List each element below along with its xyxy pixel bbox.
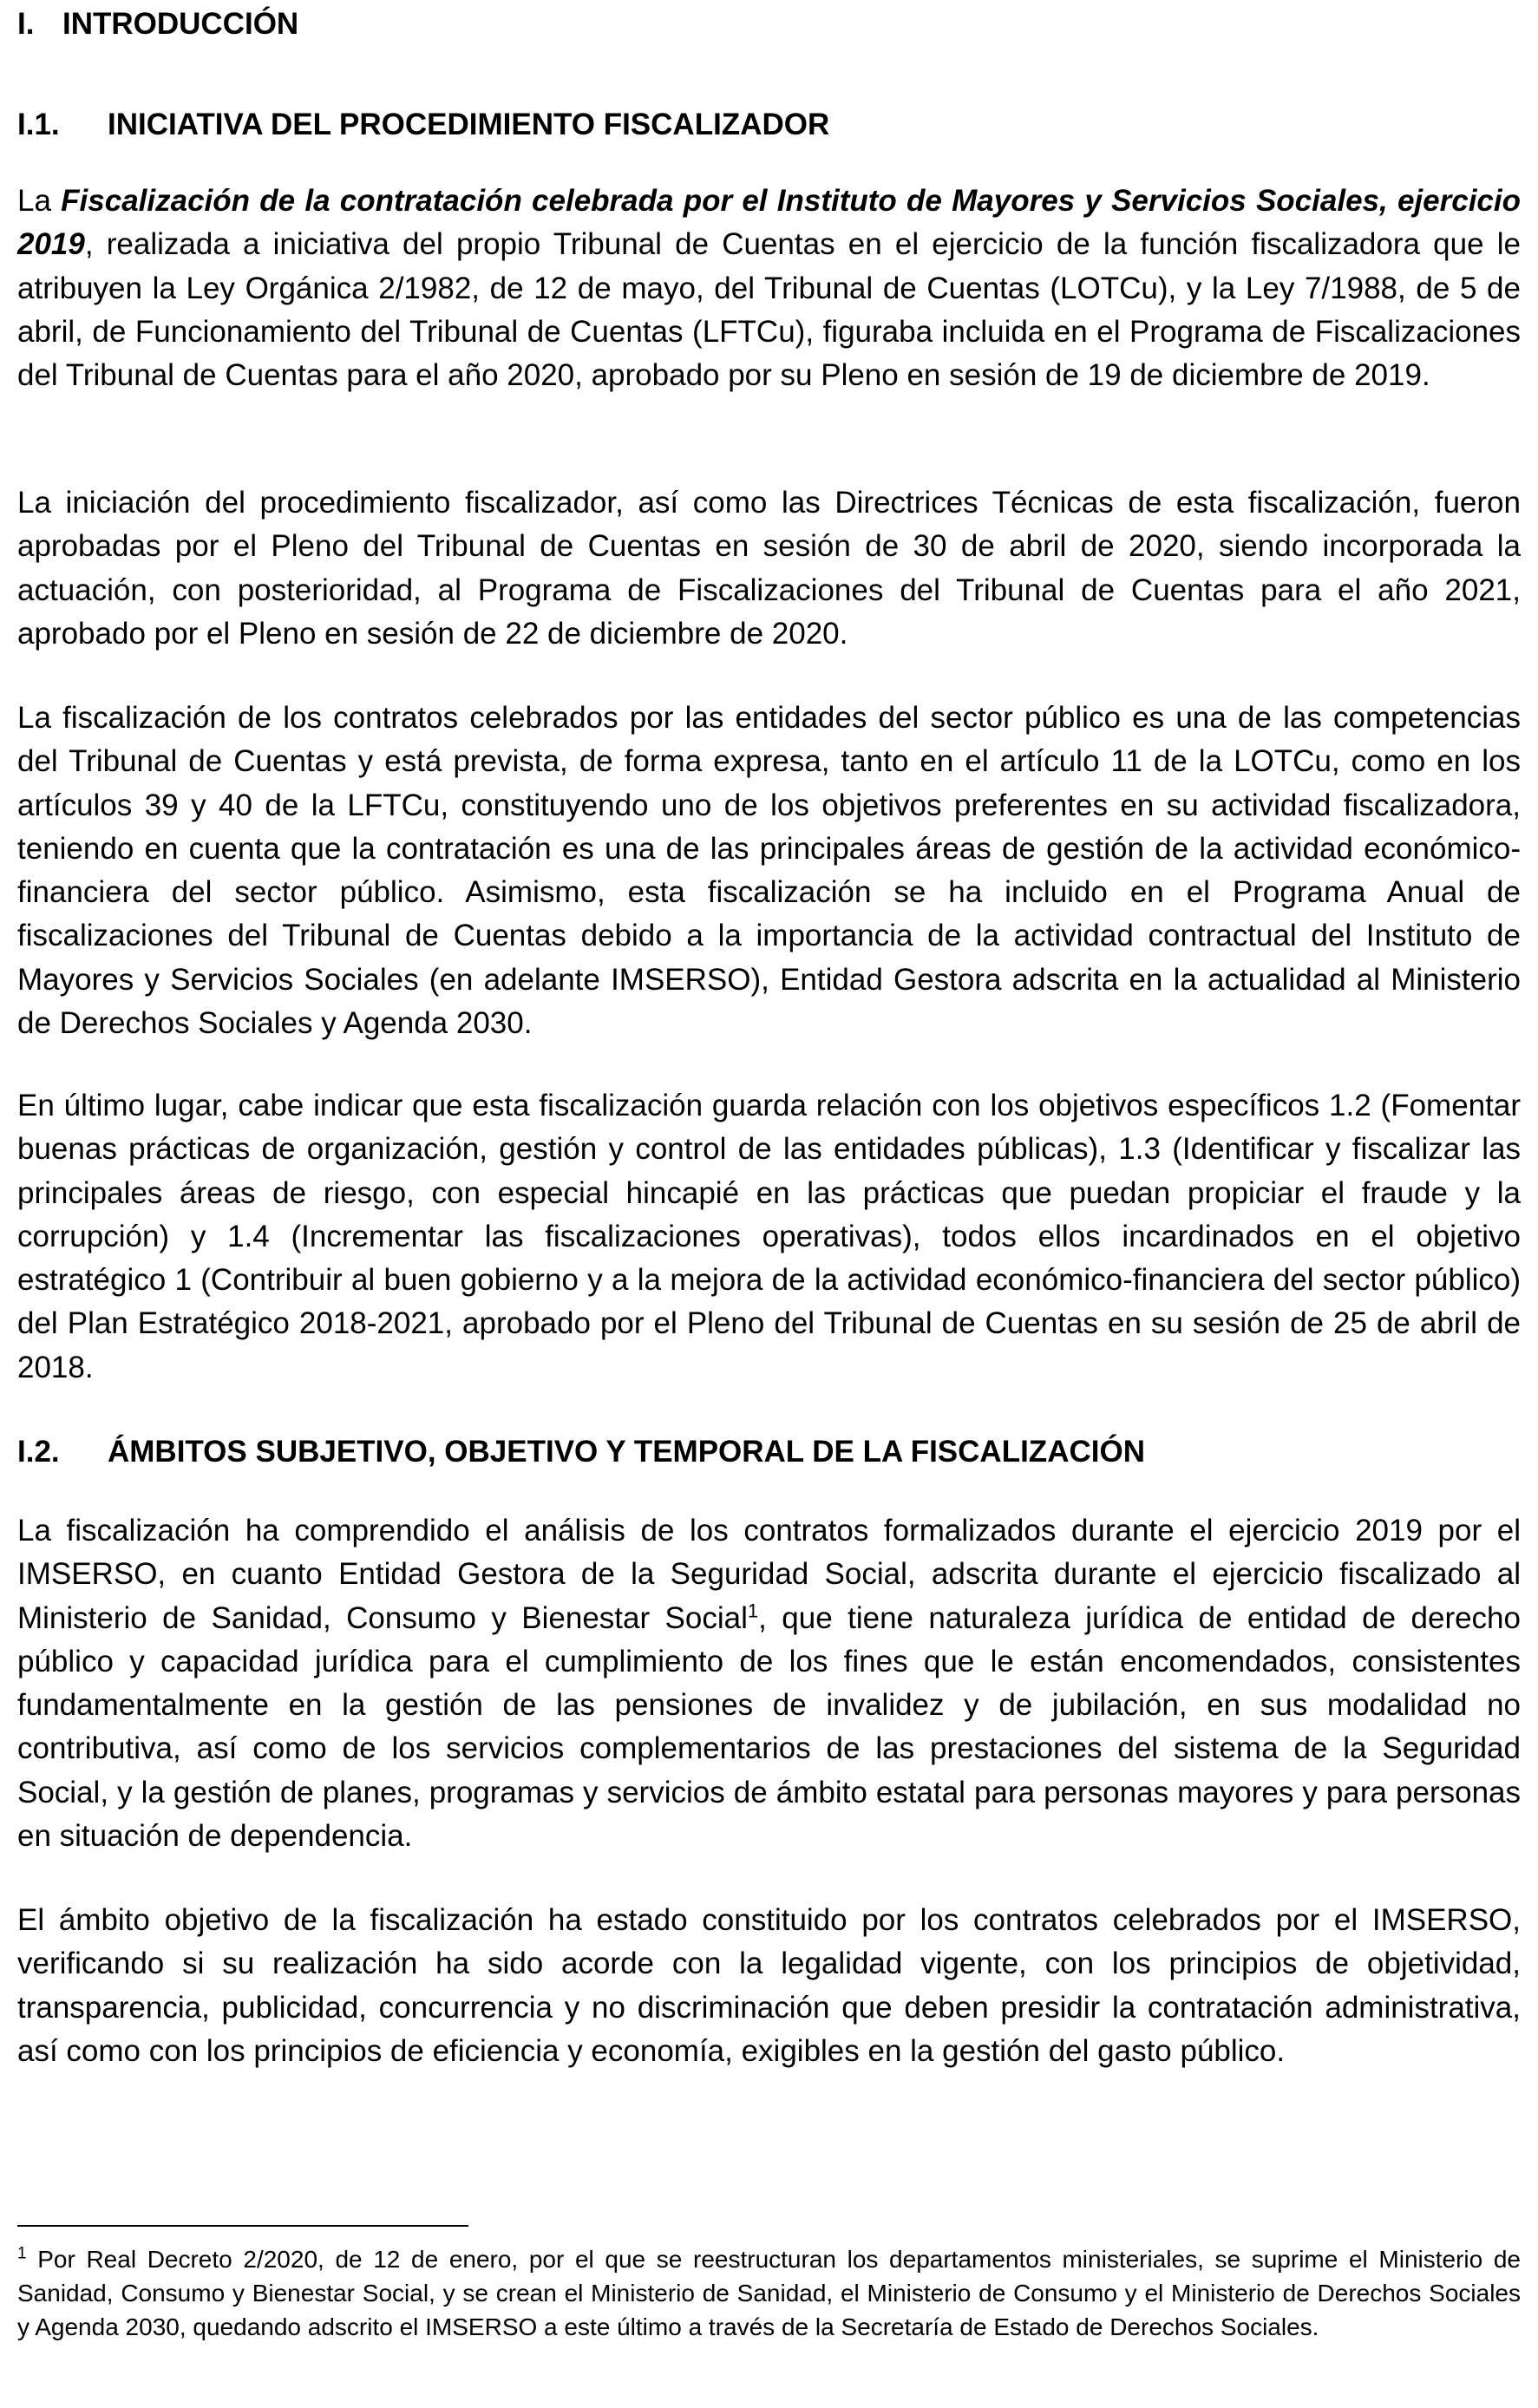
footnote [17,2242,1521,2344]
subsection-2-number: I.2. [17,1435,60,1469]
paragraph-1-start: La [17,184,62,218]
subsection-2-heading [17,1430,1145,1474]
subsection-2-title: ÁMBITOS SUBJETIVO, OBJETIVO Y TEMPORAL DE LA FISCALIZACIÓN [108,1435,1145,1469]
subsection-1-number: I.1. [17,108,60,141]
subsection-1-heading [17,103,829,147]
document-page [17,0,1521,2408]
paragraph-5 [17,1509,1521,1858]
footnote-number: 1 [17,2244,27,2263]
paragraph-2: La iniciación del procedimiento fiscalizador, así como las Directrices Técnicas de esta fiscalización, fueron aprobadas por el Pleno del Tribunal de Cuentas en sesión de 30 de abril de 2020, siendo incorporada la actuación, con posterioridad, al Programa de Fiscalizaciones del Tribunal de Cuentas para el año 2021, aprobado por el Pleno en sesión de 22 de diciembre de 2020. [17,486,1521,651]
subsection-1-title: INICIATIVA DEL PROCEDIMIENTO FISCALIZADOR [108,108,830,141]
footnote-reference[interactable]: 1 [747,1599,759,1621]
section-heading [17,3,298,46]
paragraph-1-rest: , realizada a iniciativa del propio Tribunal de Cuentas en el ejercicio de la función fiscalizadora que le atribuyen la Ley Orgánica 2/1982, de 12 de mayo, del Tribunal de Cuentas (LOTCu), y la Ley 7/1988, de 5 de abril, de Funcionamiento del Tribunal de Cuentas (LFTCu), figuraba incluida en el Programa de Fiscalizaciones del Tribunal de Cuentas para el año 2020, aprobado por su Pleno en sesión de 19 de diciembre de 2019. [17,227,1521,393]
footnote-text: Por Real Decreto 2/2020, de 12 de enero, por el que se reestructuran los departamentos ministeriales, se suprime el Ministerio de Sanidad, Consumo y Bienestar Social, y se crean el Ministerio de Sanidad, el Ministerio de Consumo y el Ministerio de Derechos Sociales y Agenda 2030, quedando adscrito el IMSERSO a este último a través de la Secretaría de Estado de Derechos Sociales. [17,2246,1522,2340]
paragraph-6: El ámbito objetivo de la fiscalización ha estado constituido por los contratos celebrados por el IMSERSO, verificando si su realización ha sido acorde con la legalidad vigente, con los principios de objetividad, transparencia, publicidad, concurrencia y no discriminación que deben presidir la contratación administrativa, así como con los principios de eficiencia y economía, exigibles en la gestión del gasto público. [17,1903,1521,2068]
paragraph-1 [17,180,1521,397]
footnote-divider [17,2225,468,2227]
paragraph-5-start: La fiscalización ha comprendido el análisis de los contratos formalizados durante el ejercicio 2019 por el IMSERSO, en cuanto Entidad Gestora de la Seguridad Social, adscrita durante el ejercicio fiscalizado al Ministerio de Sanidad, Consumo y Bienestar Social [17,1514,1521,1635]
section-title: INTRODUCCIÓN [62,7,299,41]
paragraph-5-rest: , que tiene naturaleza jurídica de entidad de derecho público y capacidad jurídica para el cumplimiento de los fines que le están encomendados, consistentes fundamentalmente en la gestión de las pensiones de invalidez y de jubilación, en sus modalidad no contributiva, así como de los servicios complementarios de las prestaciones del sistema de la Seguridad Social, y la gestión de planes, programas y servicios de ámbito estatal para personas mayores y para personas en situación de dependencia. [17,1600,1521,1854]
audit-title-emphasis: Fiscalización de la contratación celebrada por el Instituto de Mayores y Servicios Sociales, ejercicio 2019 [17,184,1521,262]
section-number: I. [17,7,35,41]
paragraph-3: La fiscalización de los contratos celebrados por las entidades del sector público es una de las competencias del Tribunal de Cuentas y está prevista, de forma expresa, tanto en el artículo 11 de la LOTCu, como en los artículos 39 y 40 de la LFTCu, constituyendo uno de los objetivos preferentes en su actividad fiscalizadora, teniendo en cuenta que la contratación es una de las principales áreas de gestión de la actividad económico-financiera del sector público. Asimismo, esta fiscalización se ha incluido en el Programa Anual de fiscalizaciones del Tribunal de Cuentas debido a la importancia de la actividad contractual del Instituto de Mayores y Servicios Sociales (en adelante IMSERSO), Entidad Gestora adscrita en la actualidad al Ministerio de Derechos Sociales y Agenda 2030. [17,701,1521,1041]
paragraph-4: En último lugar, cabe indicar que esta fiscalización guarda relación con los objetivos específicos 1.2 (Fomentar buenas prácticas de organización, gestión y control de las entidades públicas), 1.3 (Identificar y fiscalizar las principales áreas de riesgo, con especial hincapié en las prácticas que puedan propiciar el fraude y la corrupción) y 1.4 (Incrementar las fiscalizaciones operativas), todos ellos incardinados en el objetivo estratégico 1 (Contribuir al buen gobierno y a la mejora de la actividad económico-financiera del sector público) del Plan Estratégico 2018-2021, aprobado por el Pleno del Tribunal de Cuentas en su sesión de 25 de abril de 2018. [17,1089,1521,1384]
